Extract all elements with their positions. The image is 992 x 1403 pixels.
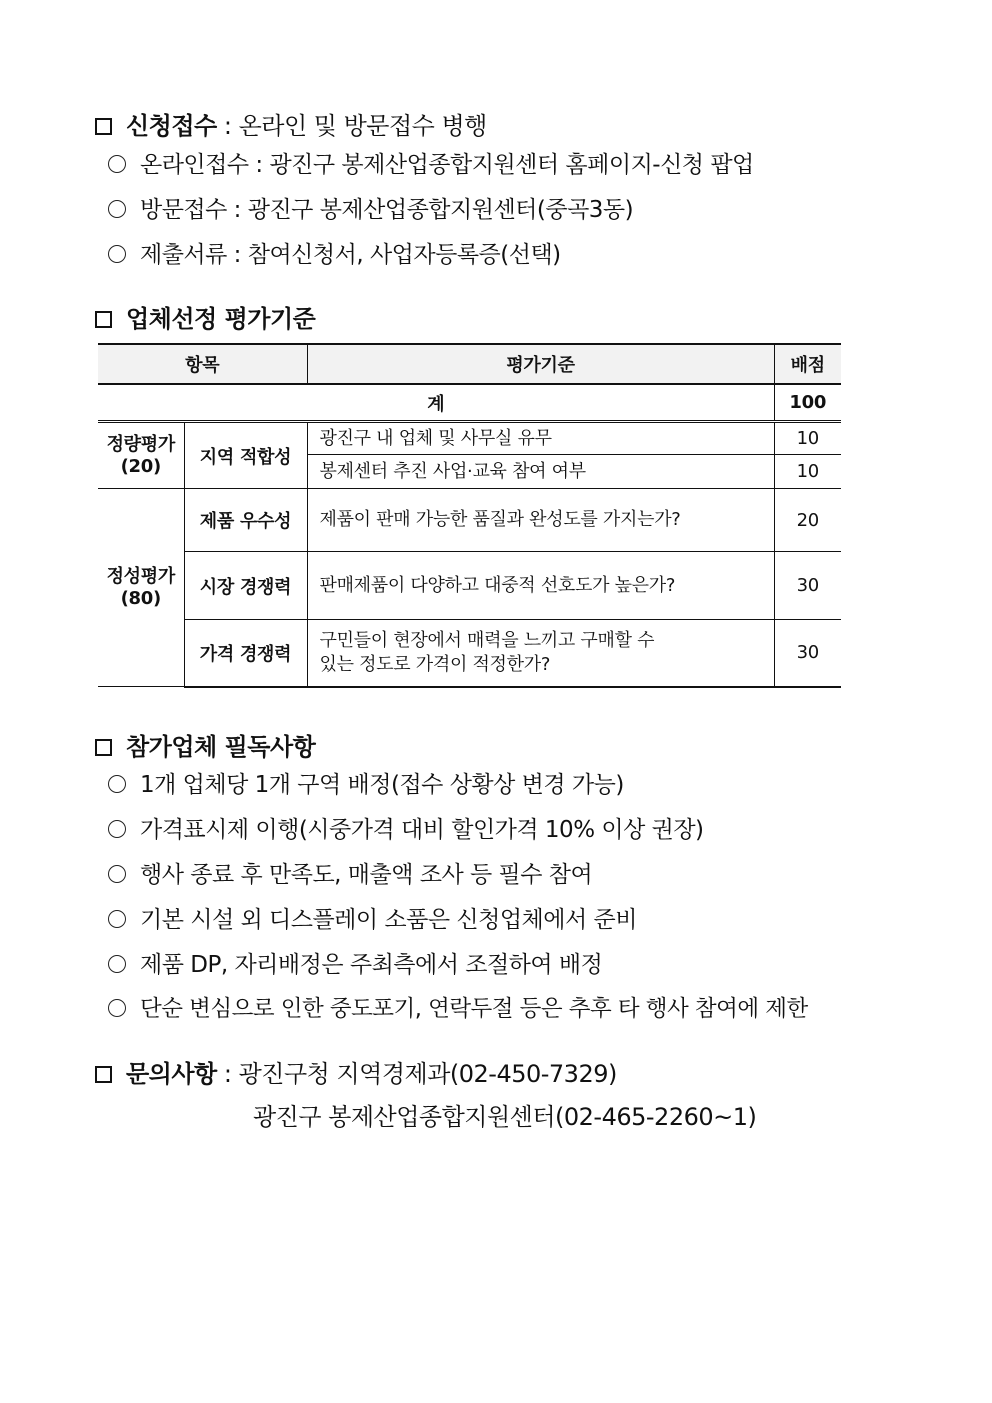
score-cell: 30 xyxy=(774,620,841,687)
criterion-cell: 판매제품이 다양하고 대중적 선호도가 높은가? xyxy=(307,552,774,620)
criterion-cell: 봉제센터 추진 사업·교육 참여 여부 xyxy=(307,455,774,489)
circle-bullet-icon xyxy=(108,775,126,793)
header-criteria: 평가기준 xyxy=(307,344,774,384)
reception-item-text: 방문접수 : 광진구 봉제산업종합지원센터(중곡3동) xyxy=(140,197,634,223)
reception-item-documents xyxy=(108,236,561,269)
reception-item-text: 제출서류 : 참여신청서, 사업자등록증(선택) xyxy=(140,242,561,268)
contact-label: 문의사항 xyxy=(126,1060,217,1088)
circle-bullet-icon xyxy=(108,200,126,218)
circle-bullet-icon xyxy=(108,955,126,973)
category-label: 정량평가 xyxy=(106,433,175,455)
notice-item xyxy=(108,811,704,844)
evaluation-table xyxy=(98,343,841,688)
notice-item-text: 단순 변심으로 인한 중도포기, 연락두절 등은 추후 타 행사 참여에 제한 xyxy=(140,996,808,1022)
category-label: 정성평가 xyxy=(106,565,175,587)
sub-product-quality: 제품 우수성 xyxy=(184,489,307,552)
criterion-line: 구민들이 현장에서 매력을 느끼고 구매할 수 xyxy=(319,629,655,651)
sub-price-competitiveness: 가격 경쟁력 xyxy=(184,620,307,687)
total-label: 계 xyxy=(98,384,774,422)
table-row xyxy=(98,489,841,552)
category-points: (20) xyxy=(120,455,161,477)
table-header-row xyxy=(98,344,841,384)
table-row xyxy=(98,620,841,687)
score-cell: 10 xyxy=(774,422,841,455)
notice-item xyxy=(108,991,808,1023)
selection-heading xyxy=(95,299,315,334)
sub-market-competitiveness: 시장 경쟁력 xyxy=(184,552,307,620)
circle-bullet-icon xyxy=(108,820,126,838)
reception-item-online xyxy=(108,146,754,179)
selection-heading-label: 업체선정 평가기준 xyxy=(126,305,316,333)
notice-item-text: 1개 업체당 1개 구역 배정(접수 상황상 변경 가능) xyxy=(140,772,624,798)
criterion-cell xyxy=(307,620,774,687)
notice-heading-label: 참가업체 필독사항 xyxy=(126,733,316,761)
notice-item-text: 제품 DP, 자리배정은 주최측에서 조절하여 배정 xyxy=(140,952,603,978)
sub-regional-fitness: 지역 적합성 xyxy=(184,422,307,489)
total-score: 100 xyxy=(774,384,841,422)
table-row xyxy=(98,422,841,455)
score-cell: 30 xyxy=(774,552,841,620)
circle-bullet-icon xyxy=(108,999,126,1017)
checkbox-square-icon xyxy=(95,739,112,756)
checkbox-square-icon xyxy=(95,1066,112,1083)
notice-heading xyxy=(95,727,315,762)
circle-bullet-icon xyxy=(108,910,126,928)
table-total-row xyxy=(98,384,841,422)
reception-heading-desc: : 온라인 및 방문접수 병행 xyxy=(216,112,487,140)
notice-item-text: 행사 종료 후 만족도, 매출액 조사 등 필수 참여 xyxy=(140,862,593,888)
category-points: (80) xyxy=(120,587,161,609)
contact-line-1 xyxy=(95,1054,617,1089)
header-score: 배점 xyxy=(774,344,841,384)
circle-bullet-icon xyxy=(108,245,126,263)
category-qualitative xyxy=(98,489,184,687)
circle-bullet-icon xyxy=(108,865,126,883)
header-item: 항목 xyxy=(98,344,307,384)
reception-item-visit xyxy=(108,191,633,224)
criterion-cell: 광진구 내 업체 및 사무실 유무 xyxy=(307,422,774,455)
category-quantitative xyxy=(98,422,184,489)
reception-heading xyxy=(95,106,487,141)
table-row xyxy=(98,552,841,620)
score-cell: 20 xyxy=(774,489,841,552)
notice-item xyxy=(108,946,602,979)
reception-item-text: 온라인접수 : 광진구 봉제산업종합지원센터 홈페이지-신청 팝업 xyxy=(140,152,754,178)
reception-heading-label: 신청접수 xyxy=(126,112,217,140)
notice-item xyxy=(108,856,592,889)
criterion-line: 있는 정도로 가격이 적정한가? xyxy=(319,653,551,675)
notice-item-text: 가격표시제 이행(시중가격 대비 할인가격 10% 이상 권장) xyxy=(140,817,704,843)
contact-line-2: 광진구 봉제산업종합지원센터(02-465-2260~1) xyxy=(253,1103,757,1131)
notice-item xyxy=(108,901,637,934)
notice-item-text: 기본 시설 외 디스플레이 소품은 신청업체에서 준비 xyxy=(140,907,637,933)
notice-item xyxy=(108,766,624,799)
circle-bullet-icon xyxy=(108,155,126,173)
contact-phone-office: : 광진구청 지역경제과(02-450-7329) xyxy=(216,1060,617,1088)
checkbox-square-icon xyxy=(95,118,112,135)
criterion-cell: 제품이 판매 가능한 품질과 완성도를 가지는가? xyxy=(307,489,774,552)
score-cell: 10 xyxy=(774,455,841,489)
checkbox-square-icon xyxy=(95,311,112,328)
